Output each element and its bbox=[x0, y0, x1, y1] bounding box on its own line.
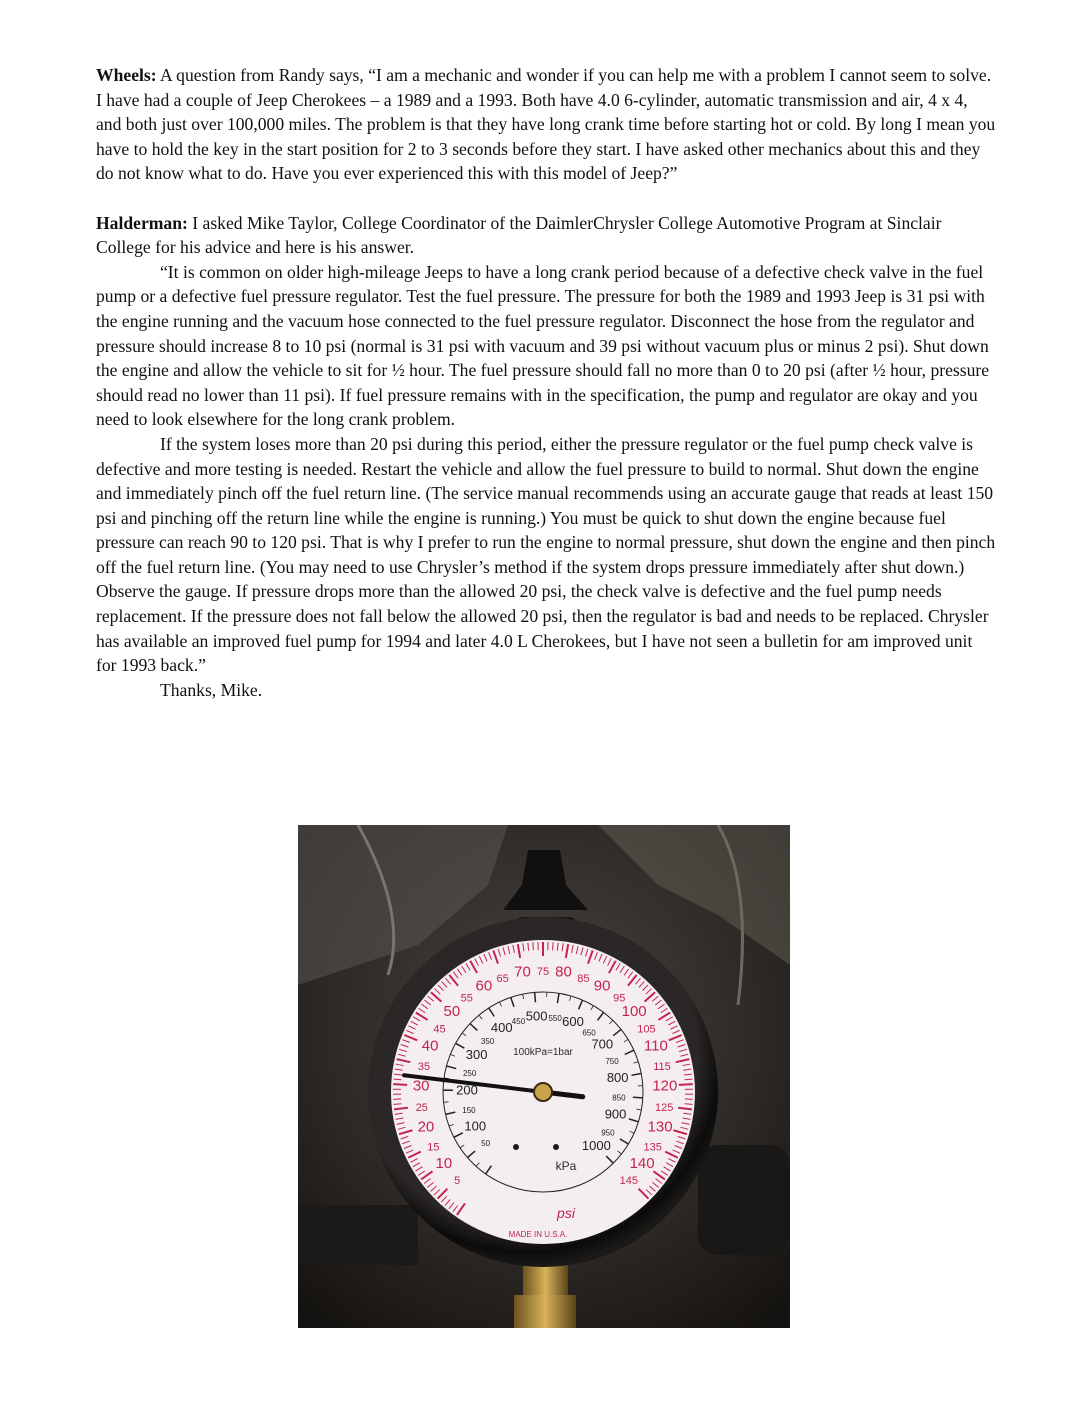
hose bbox=[298, 1205, 418, 1265]
answer-speaker: Halderman: bbox=[96, 212, 188, 233]
kpa-scale-label: 50 bbox=[481, 1138, 491, 1148]
psi-scale-label: 100 bbox=[621, 1002, 647, 1020]
psi-tick bbox=[684, 1079, 692, 1080]
kpa-scale-label: 300 bbox=[465, 1047, 488, 1063]
psi-tick bbox=[533, 942, 534, 950]
psi-scale-label: 45 bbox=[433, 1023, 446, 1036]
quote-paragraph-2: If the system loses more than 20 psi during this period, either the pressure regulator or the fuel pump check valve is defective and more testing is needed. Restart the vehicle and allow the fuel pressure to build to normal. Shut down the engine and immediately pinch off the fuel return line. (The service manual recommends using an accurate gauge that reads at least 150 psi and pinching off the return line while the engine is running.) You must be quick to shut down the engine because fuel pressure can reach 90 to 120 psi. That is why I prefer to run the engine to normal pressure, shut down the engine and then pinch off the fuel return line. (You may need to use Chrysler’s method if the system drops pressure immediately after shut down.) Observe the gauge. If pressure drops more than the allowed 20 psi, the check valve is defective and the fuel pump needs replacement. If the pressure does not fall below the allowed 20 psi, then the regulator is bad and needs to be replaced. Chrysler has available an improved fuel pump for 1994 and later 4.0 L Cherokees, but I have not seen a bulletin for am improved unit for 1993 back.” bbox=[96, 433, 996, 676]
paragraph-gap bbox=[96, 186, 996, 211]
kpa-scale-label: 450 bbox=[511, 1017, 526, 1027]
article-text bbox=[96, 63, 996, 702]
kpa-tick bbox=[633, 1097, 643, 1098]
fuel-pressure-gauge-photo bbox=[298, 825, 790, 1328]
kpa-scale-label: 550 bbox=[548, 1013, 562, 1023]
question-paragraph bbox=[96, 63, 996, 186]
psi-tick bbox=[393, 1084, 407, 1085]
psi-scale-label: 65 bbox=[496, 972, 509, 985]
kpa-unit-label: kPa bbox=[555, 1159, 577, 1173]
kpa-tick bbox=[535, 992, 536, 1002]
psi-tick bbox=[685, 1104, 693, 1105]
psi-tick bbox=[394, 1079, 402, 1080]
needle-hub bbox=[534, 1083, 552, 1101]
kpa-scale-label: 100 bbox=[464, 1118, 487, 1134]
psi-unit-label: psi bbox=[557, 1205, 575, 1221]
gauge-photo-svg bbox=[298, 825, 790, 1328]
maker-mark: MADE IN U.S.A. bbox=[508, 1230, 568, 1239]
question-text: A question from Randy says, “I am a mechanic and wonder if you can help me with a problem I cannot seem to solve. I have had a couple of Jeep Cherokees – a 1989 and a 1993. Both have 4.0 6-cylinder, automatic transmission and air, 4 x 4, and both just over 100,000 miles. The problem is that they have long crank time before starting hot or cold. By long I mean you have to hold the key in the start position for 2 to 3 seconds before they start. I have asked other mechanics about this and they do not know what to do. Have you ever experienced this with this model of Jeep?” bbox=[96, 65, 996, 184]
psi-scale-label: 50 bbox=[443, 1002, 461, 1020]
psi-scale-label: 60 bbox=[475, 977, 493, 995]
psi-scale-label: 5 bbox=[454, 1174, 461, 1187]
psi-scale-label: 25 bbox=[415, 1102, 428, 1115]
psi-scale-label: 35 bbox=[417, 1061, 431, 1074]
kpa-scale-label: 650 bbox=[582, 1028, 596, 1038]
psi-scale-label: 15 bbox=[427, 1141, 440, 1154]
gauge-screw bbox=[513, 1144, 519, 1150]
psi-tick bbox=[394, 1104, 402, 1105]
kpa-scale-label: 900 bbox=[604, 1106, 627, 1122]
psi-scale-label: 125 bbox=[654, 1102, 674, 1115]
psi-scale-label: 40 bbox=[421, 1037, 439, 1055]
psi-scale-label: 80 bbox=[555, 963, 572, 981]
psi-scale-label: 145 bbox=[619, 1174, 638, 1187]
kpa-scale-label: 500 bbox=[525, 1008, 548, 1024]
kpa-scale-label: 800 bbox=[606, 1069, 629, 1085]
quote-paragraph-1: “It is common on older high-mileage Jeeps to have a long crank period because of a defective check valve in the fuel pump or a defective fuel pressure regulator. Test the fuel pressure. The pressure for both the 1989 and 1993 Jeep is 31 psi with the engine running and the vacuum hose connected to the fuel pressure regulator. Disconnect the hose from the regulator and pressure should increase 8 to 10 psi (normal is 31 psi with vacuum and 39 psi without vacuum plus or minus 2 psi). Shut down the engine and allow the vehicle to sit for ½ hour. The fuel pressure should fall no more than 0 to 20 psi (after ½ hour, pressure should read no lower than 11 psi). If fuel pressure remains with in the specification, the pump and regulator are okay and you need to look elsewhere for the long crank problem. bbox=[96, 261, 990, 430]
psi-scale-label: 30 bbox=[412, 1077, 430, 1095]
kpa-scale-label: 250 bbox=[462, 1069, 477, 1079]
psi-scale-label: 130 bbox=[647, 1118, 673, 1136]
psi-scale-label: 140 bbox=[629, 1155, 655, 1173]
answer-paragraph bbox=[96, 211, 996, 260]
kpa-scale-label: 150 bbox=[462, 1106, 476, 1116]
gauge-unit-note: 100kPa=1bar bbox=[513, 1047, 573, 1058]
kpa-scale-label: 700 bbox=[591, 1036, 614, 1052]
psi-scale-label: 75 bbox=[536, 966, 550, 978]
psi-scale-label: 90 bbox=[593, 977, 611, 995]
psi-tick bbox=[553, 942, 554, 950]
question-speaker: Wheels: bbox=[96, 65, 157, 85]
psi-scale-label: 95 bbox=[613, 992, 626, 1005]
signoff: Thanks, Mike. bbox=[160, 679, 263, 700]
answer-text: I asked Mike Taylor, College Coordinator of the DaimlerChrysler College Automotive Program at Sinclair College for his advice and here is his answer. bbox=[96, 212, 942, 258]
kpa-scale-label: 750 bbox=[605, 1057, 619, 1067]
kpa-scale-label: 950 bbox=[601, 1128, 615, 1138]
kpa-scale-label: 350 bbox=[480, 1037, 495, 1047]
kpa-scale-label: 1000 bbox=[581, 1138, 611, 1154]
brass-nut bbox=[514, 1295, 576, 1328]
kpa-tick bbox=[444, 1102, 449, 1103]
psi-scale-label: 55 bbox=[460, 992, 473, 1005]
psi-scale-label: 115 bbox=[653, 1061, 671, 1074]
hose bbox=[698, 1145, 790, 1255]
psi-scale-label: 110 bbox=[643, 1037, 668, 1055]
kpa-scale-label: 600 bbox=[562, 1014, 584, 1030]
kpa-scale-label: 400 bbox=[490, 1020, 513, 1036]
psi-tick bbox=[679, 1084, 693, 1085]
gauge-screw bbox=[553, 1144, 559, 1150]
kpa-scale-label: 200 bbox=[456, 1082, 478, 1098]
psi-scale-label: 135 bbox=[643, 1141, 662, 1154]
psi-scale-label: 10 bbox=[435, 1155, 453, 1173]
psi-scale-label: 20 bbox=[417, 1118, 435, 1136]
psi-scale-label: 105 bbox=[637, 1023, 656, 1036]
kpa-scale-label: 850 bbox=[612, 1093, 626, 1103]
psi-scale-label: 85 bbox=[577, 972, 590, 985]
psi-scale-label: 120 bbox=[652, 1077, 678, 1095]
psi-scale-label: 70 bbox=[514, 963, 531, 981]
